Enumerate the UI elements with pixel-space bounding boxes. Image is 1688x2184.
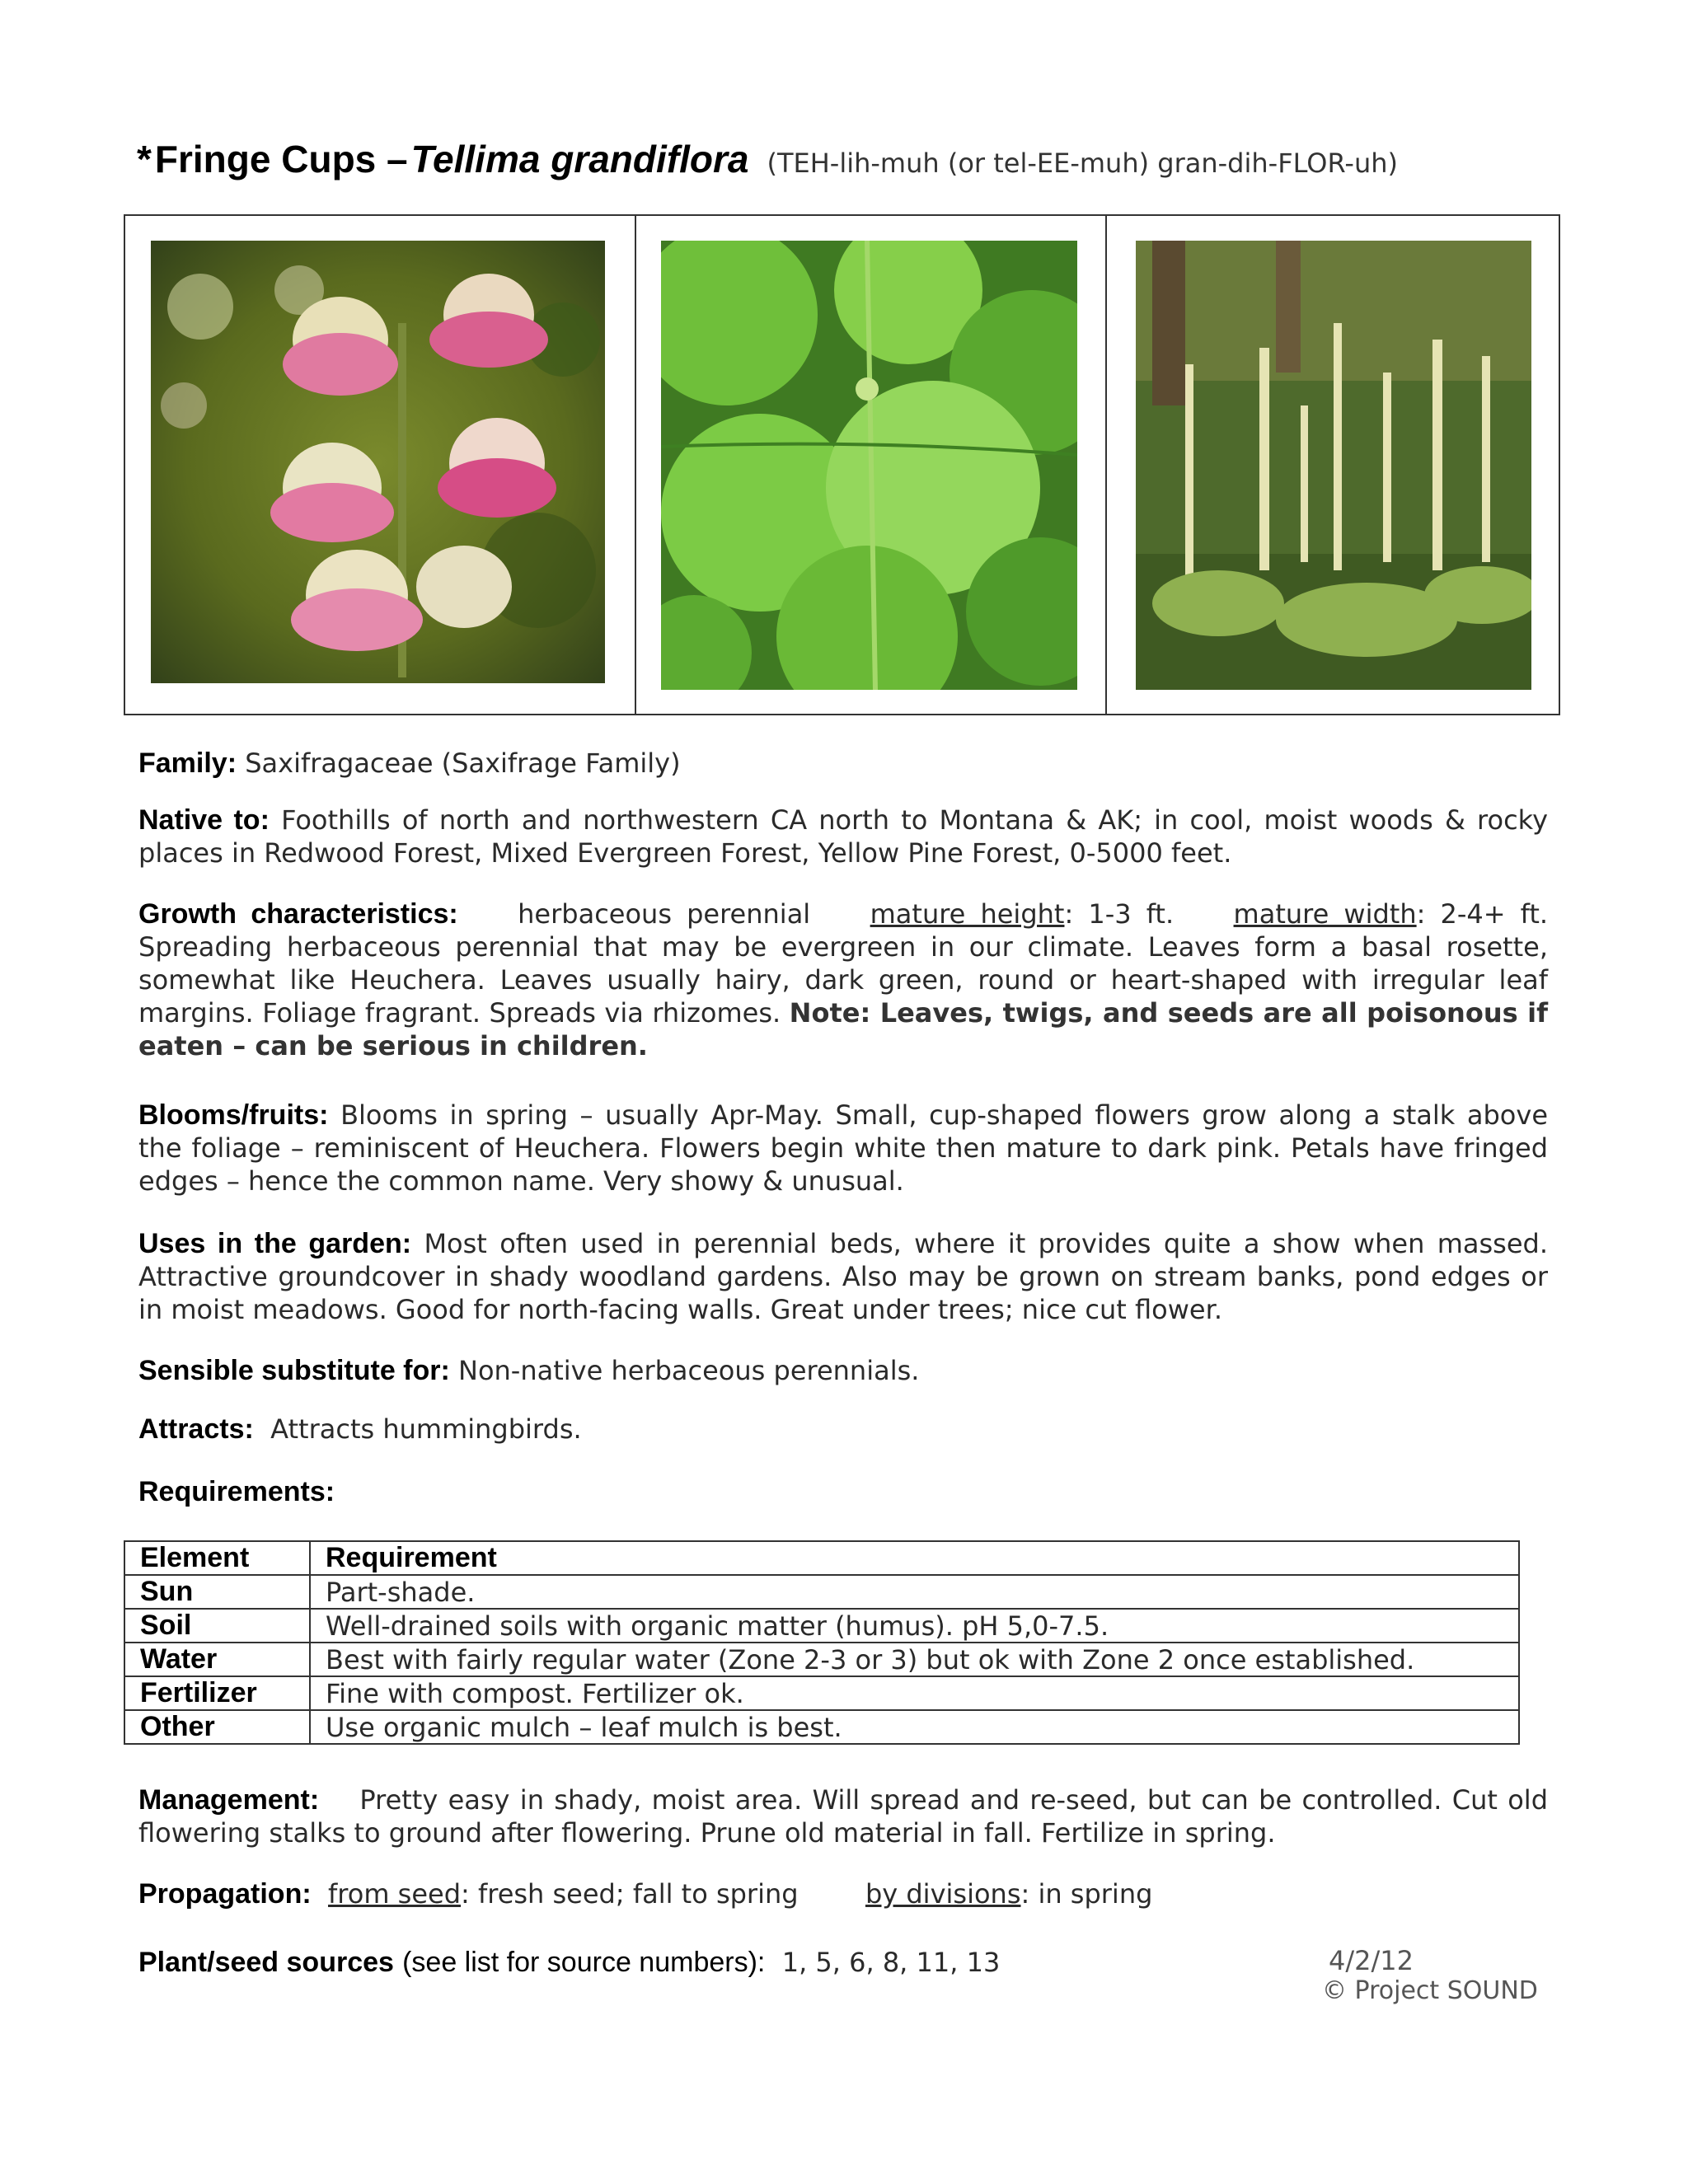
requirement-cell: Well-drained soils with organic matter (humus). pH 5,0-7.5. (310, 1609, 1519, 1643)
photo-cell-flowers (125, 216, 636, 714)
requirement-cell: Fine with compost. Fertilizer ok. (310, 1676, 1519, 1710)
seed-value: : fresh seed; fall to spring (461, 1878, 799, 1910)
sources-label: Plant/seed sources (138, 1947, 394, 1978)
divisions-label: by divisions (865, 1878, 1021, 1910)
uses-section (138, 1227, 1548, 1326)
family-value: Saxifragaceae (Saxifrage Family) (245, 748, 681, 779)
element-cell: Fertilizer (124, 1676, 310, 1710)
blooms-label: Blooms/fruits: (138, 1099, 329, 1131)
sources-note: (see list for source numbers): (402, 1947, 766, 1978)
requirement-cell: Use organic mulch – leaf mulch is best. (310, 1710, 1519, 1744)
propagation-label: Propagation: (138, 1878, 312, 1910)
growth-label: Growth characteristics: (138, 898, 458, 930)
attracts-section (138, 1413, 1548, 1446)
table-row (124, 1676, 1519, 1710)
table-row (124, 1710, 1519, 1744)
attracts-value: Attracts hummingbirds. (270, 1413, 582, 1445)
family-label: Family: (138, 748, 237, 779)
element-cell: Water (124, 1643, 310, 1676)
family-section (138, 747, 1548, 780)
blooms-section (138, 1099, 1548, 1197)
management-section (138, 1783, 1548, 1849)
growth-section (138, 898, 1548, 1062)
table-header-element: Element (124, 1541, 310, 1575)
element-cell: Sun (124, 1575, 310, 1609)
photo-strip (124, 214, 1560, 715)
table-header-requirement: Requirement (310, 1541, 1519, 1575)
photo-cell-leaves (636, 216, 1107, 714)
common-name: Fringe Cups – (154, 138, 408, 180)
table-row (124, 1575, 1519, 1609)
divisions-value: : in spring (1020, 1878, 1153, 1910)
requirement-cell: Best with fairly regular water (Zone 2-3 or 3) but ok with Zone 2 once established. (310, 1643, 1519, 1676)
pronunciation: (TEH-lih-muh (or tel-EE-muh) gran-dih-FLOR-uh) (767, 148, 1399, 179)
mature-width-value: : 2-4+ ft. (1416, 898, 1549, 930)
native-label: Native to: (138, 804, 270, 836)
copyright: © Project SOUND (1322, 1976, 1538, 2005)
requirements-heading-section (138, 1475, 1548, 1508)
poison-note: Note: Leaves, twigs, and seeds are all poisonous if eaten – can be serious in children. (138, 997, 1549, 1062)
native-value: Foothills of north and northwestern CA north to Montana & AK; in cool, moist woods & rocky places in Redwood Forest, Mixed Evergreen Forest, Yellow Pine Forest, 0-5000 feet. (138, 804, 1549, 869)
flower-closeup-photo (151, 241, 605, 683)
requirement-cell: Part-shade. (310, 1575, 1519, 1609)
substitute-value: Non-native herbaceous perennials. (458, 1355, 920, 1386)
element-cell: Other (124, 1710, 310, 1744)
management-value: Pretty easy in shady, moist area. Will spread and re-seed, but can be controlled. Cut old flowering stalks to ground after flowering. Prune old material in fall. Fertilize in spring. (138, 1784, 1549, 1849)
attracts-label: Attracts: (138, 1413, 254, 1445)
table-row (124, 1643, 1519, 1676)
latin-name: Tellima grandiflora (410, 138, 749, 180)
sources-section (138, 1946, 1292, 1979)
substitute-section (138, 1354, 1548, 1387)
seed-label: from seed (328, 1878, 462, 1910)
mature-width-label: mature width (1233, 898, 1417, 930)
table-header-row (124, 1541, 1519, 1575)
native-section (138, 804, 1548, 869)
mature-height-label: mature height (870, 898, 1065, 930)
table-row (124, 1609, 1519, 1643)
requirements-label: Requirements: (138, 1476, 335, 1507)
page-title (137, 137, 1398, 181)
uses-value: Most often used in perennial beds, where it provides quite a show when massed. Attractive groundcover in shady woodland gardens. Also may be grown on stream banks, pond edges or in moist meadows. Good for north-facing walls. Great under trees; nice cut flower. (138, 1228, 1548, 1325)
blooms-value: Blooms in spring – usually Apr-May. Small, cup-shaped flowers grow along a stalk above the foliage – reminiscent of Heuchera. Flowers begin white then mature to dark pink. Petals have fringed edges – hence the common name. Very showy & unusual. (138, 1099, 1549, 1197)
growth-type: herbaceous perennial (518, 898, 811, 930)
woodland-habitat-photo (1136, 241, 1531, 690)
element-cell: Soil (124, 1609, 310, 1643)
mature-height-value: : 1-3 ft. (1064, 898, 1175, 930)
photo-cell-habitat (1107, 216, 1559, 714)
propagation-section (138, 1877, 1548, 1910)
uses-label: Uses in the garden: (138, 1228, 412, 1259)
management-label: Management: (138, 1784, 320, 1816)
sources-value: 1, 5, 6, 8, 11, 13 (781, 1947, 1001, 1978)
title-star: * (137, 138, 152, 180)
foliage-photo (661, 241, 1077, 690)
substitute-label: Sensible substitute for: (138, 1355, 450, 1386)
growth-description: Spreading herbaceous perennial that may be evergreen in our climate. Leaves form a basal rosette, somewhat like Heuchera. Leaves usually hairy, dark green, round or heart-shaped with irregular leaf margins. Foliage fragrant. Spreads via rhizomes. (138, 931, 1548, 1029)
requirements-table (124, 1540, 1520, 1745)
revision-date: 4/2/12 (1329, 1945, 1414, 1976)
